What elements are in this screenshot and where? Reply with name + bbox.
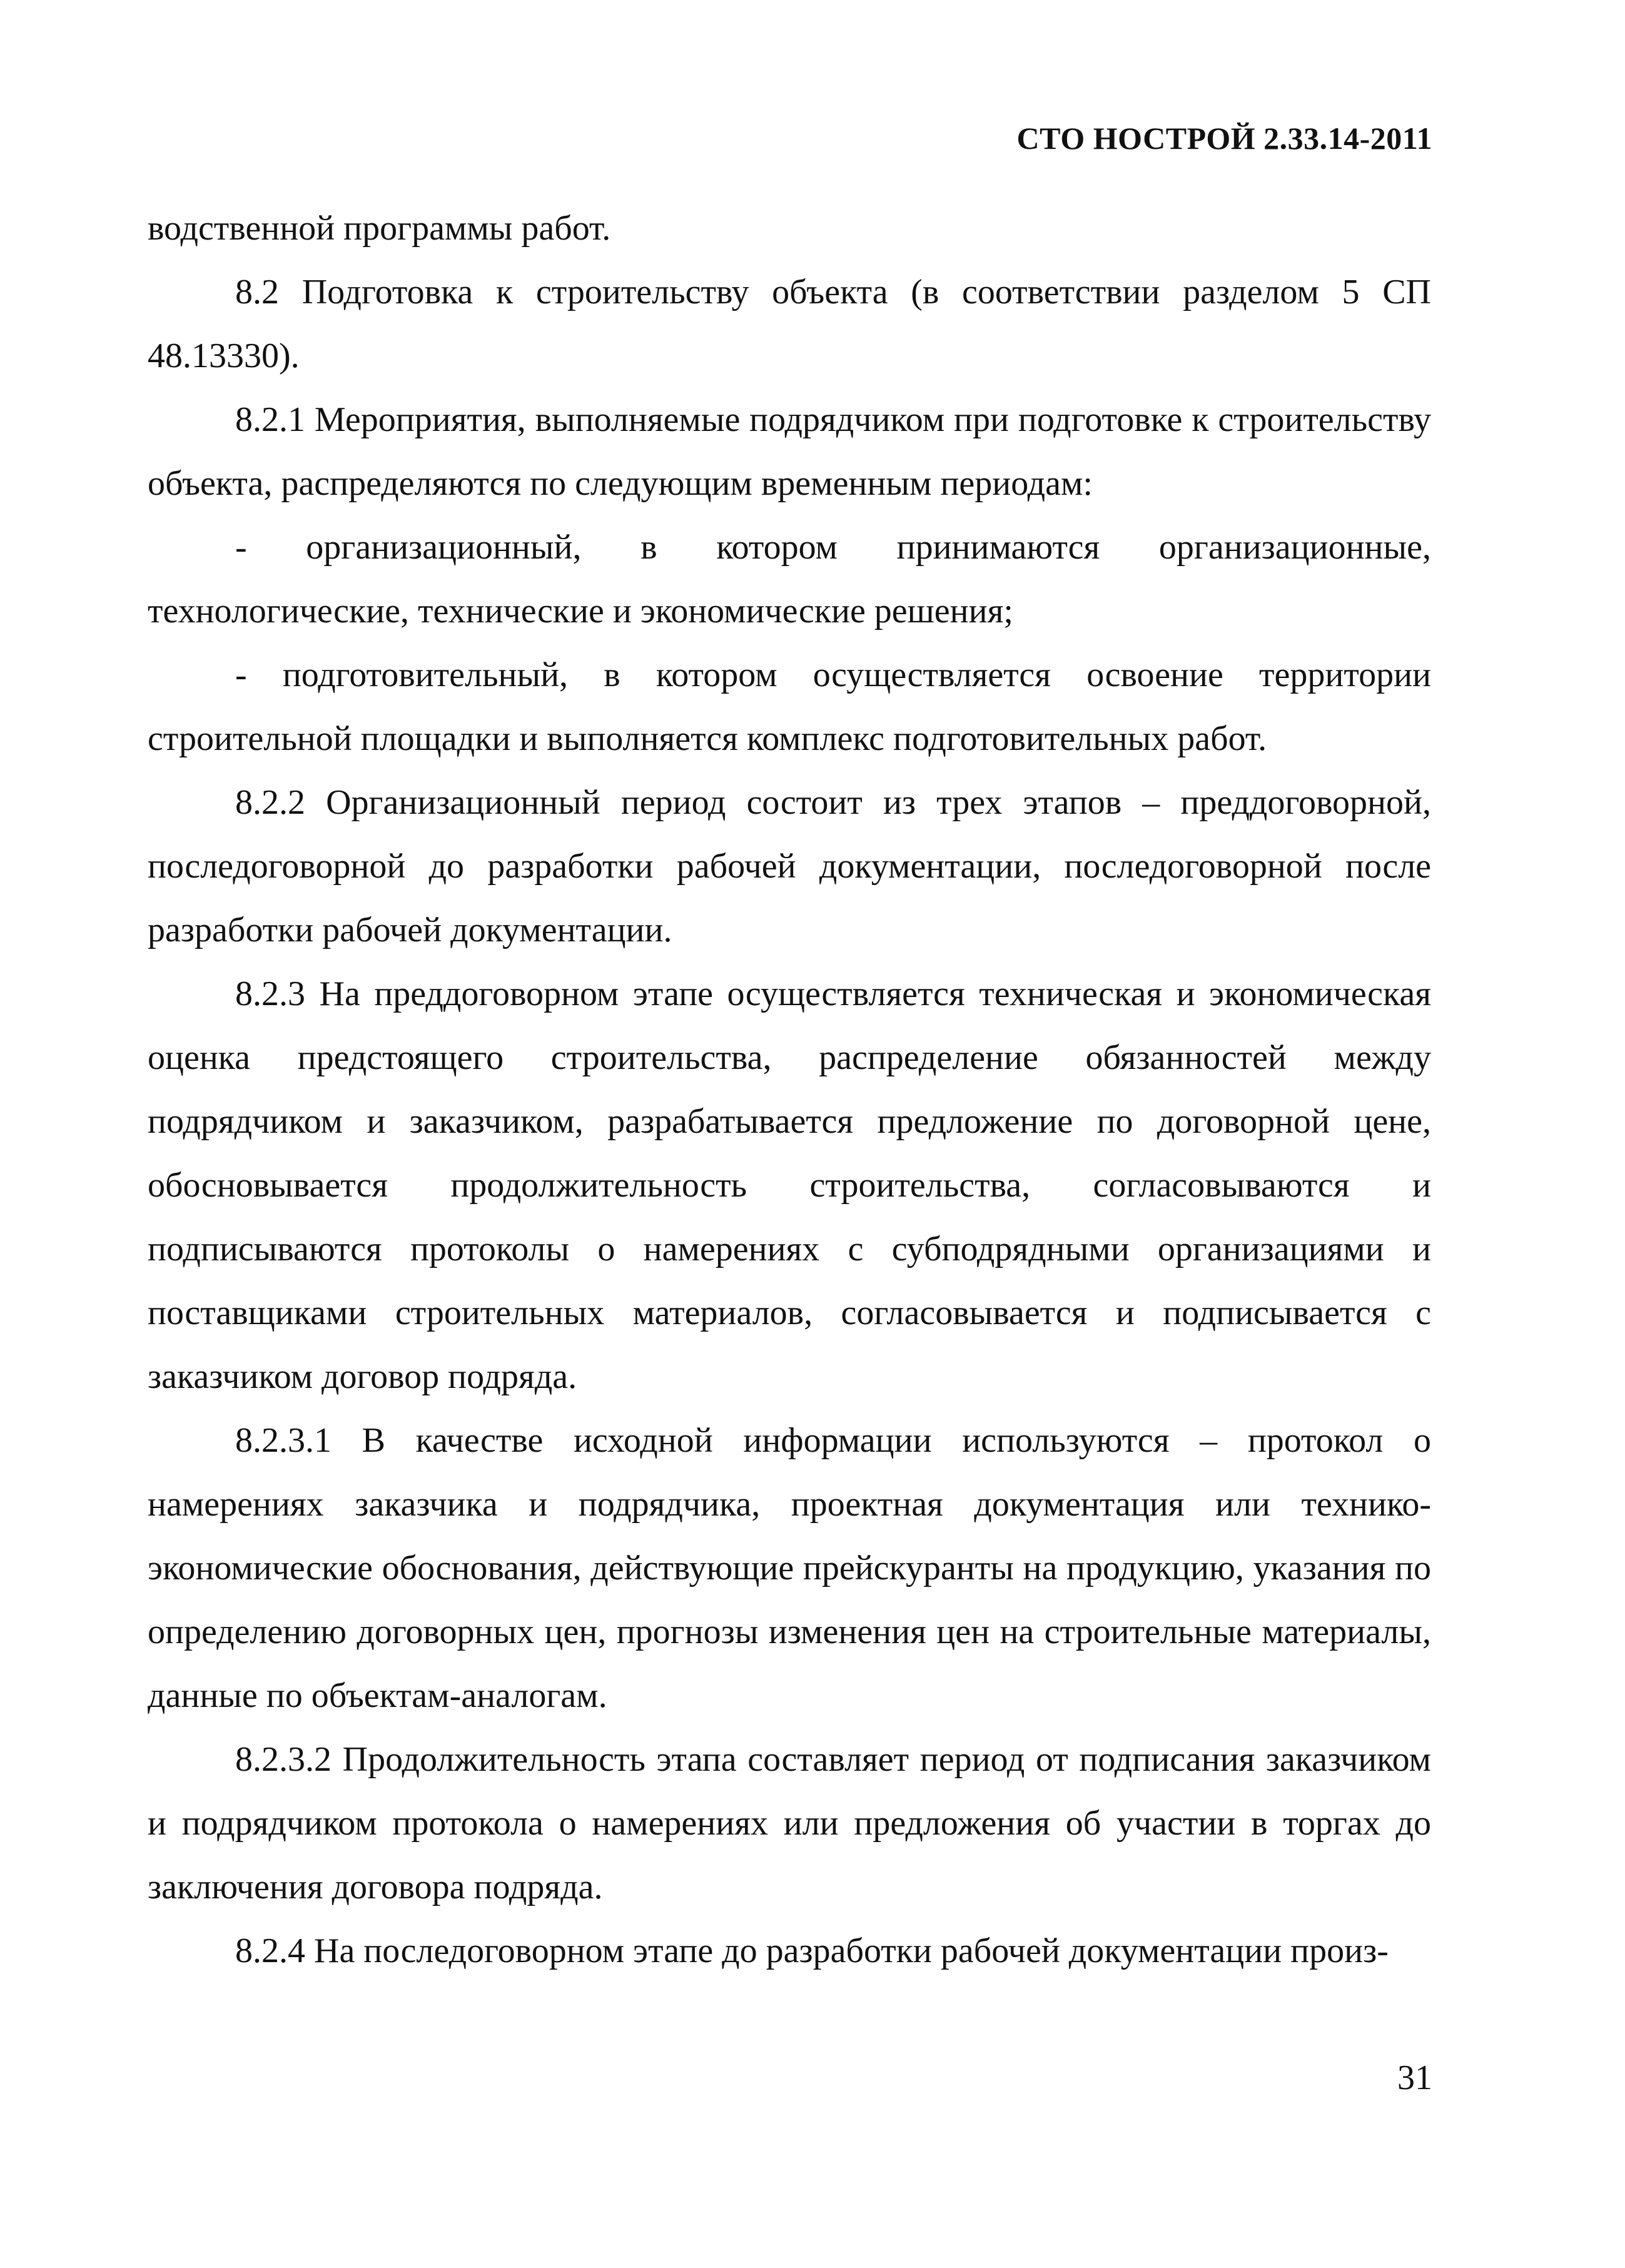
paragraph-8-2-2: 8.2.2 Организационный период состоит из трех этапов – преддоговорной, последоговорной до разработки рабочей документации, последоговорной после разработки рабочей документации. [148, 783, 1431, 949]
paragraph-8-2-1: 8.2.1 Мероприятия, выполняемые подрядчиком при подготовке к строительству объекта, распределяются по следующим временным периодам: [148, 400, 1431, 503]
paragraph-8-2: 8.2 Подготовка к строительству объекта (в соответствии разделом 5 СП 48.13330). [148, 273, 1431, 375]
document-body [148, 196, 1431, 1983]
list-item-preparatory: - подготовительный, в котором осуществляется освоение территории строительной площадки и выполняется комплекс подготовительных работ. [148, 656, 1431, 758]
page-number: 31 [1397, 2058, 1432, 2097]
paragraph-8-2-4: 8.2.4 На последоговорном этапе до разработки рабочей документации произ- [235, 1931, 1389, 1970]
paragraph-8-2-3: 8.2.3 На преддоговорном этапе осуществляется техническая и экономическая оценка предстоящего строительства, распределение обязанностей между подрядчиком и заказчиком, разрабатывается предложение по договорной цене, обосновывается продолжительность строительства, согласовываются и подписываются протоколы о намерениях с субподрядными организациями и поставщиками строительных материалов, согласовывается и подписывается с заказчиком договор подряда. [148, 975, 1431, 1396]
paragraph-8-2-3-2: 8.2.3.2 Продолжительность этапа составляет период от подписания заказчиком и подрядчиком протокола о намерениях или предложения об участии в торгах до заключения договора подряда. [148, 1740, 1431, 1906]
list-item-organizational: - организационный, в котором принимаются организационные, технологические, технические и экономические решения; [148, 528, 1431, 630]
paragraph-8-2-3-1: 8.2.3.1 В качестве исходной информации используются – протокол о намерениях заказчика и подрядчика, проектная документация или технико-экономические обоснования, действующие прейскуранты на продукцию, указания по определению договорных цен, прогнозы изменения цен на строительные материалы, данные по объектам-аналогам. [148, 1421, 1431, 1715]
paragraph-continuation: водственной программы работ. [148, 209, 611, 248]
document-code-header: СТО НОСТРОЙ 2.33.14-2011 [1016, 121, 1432, 156]
